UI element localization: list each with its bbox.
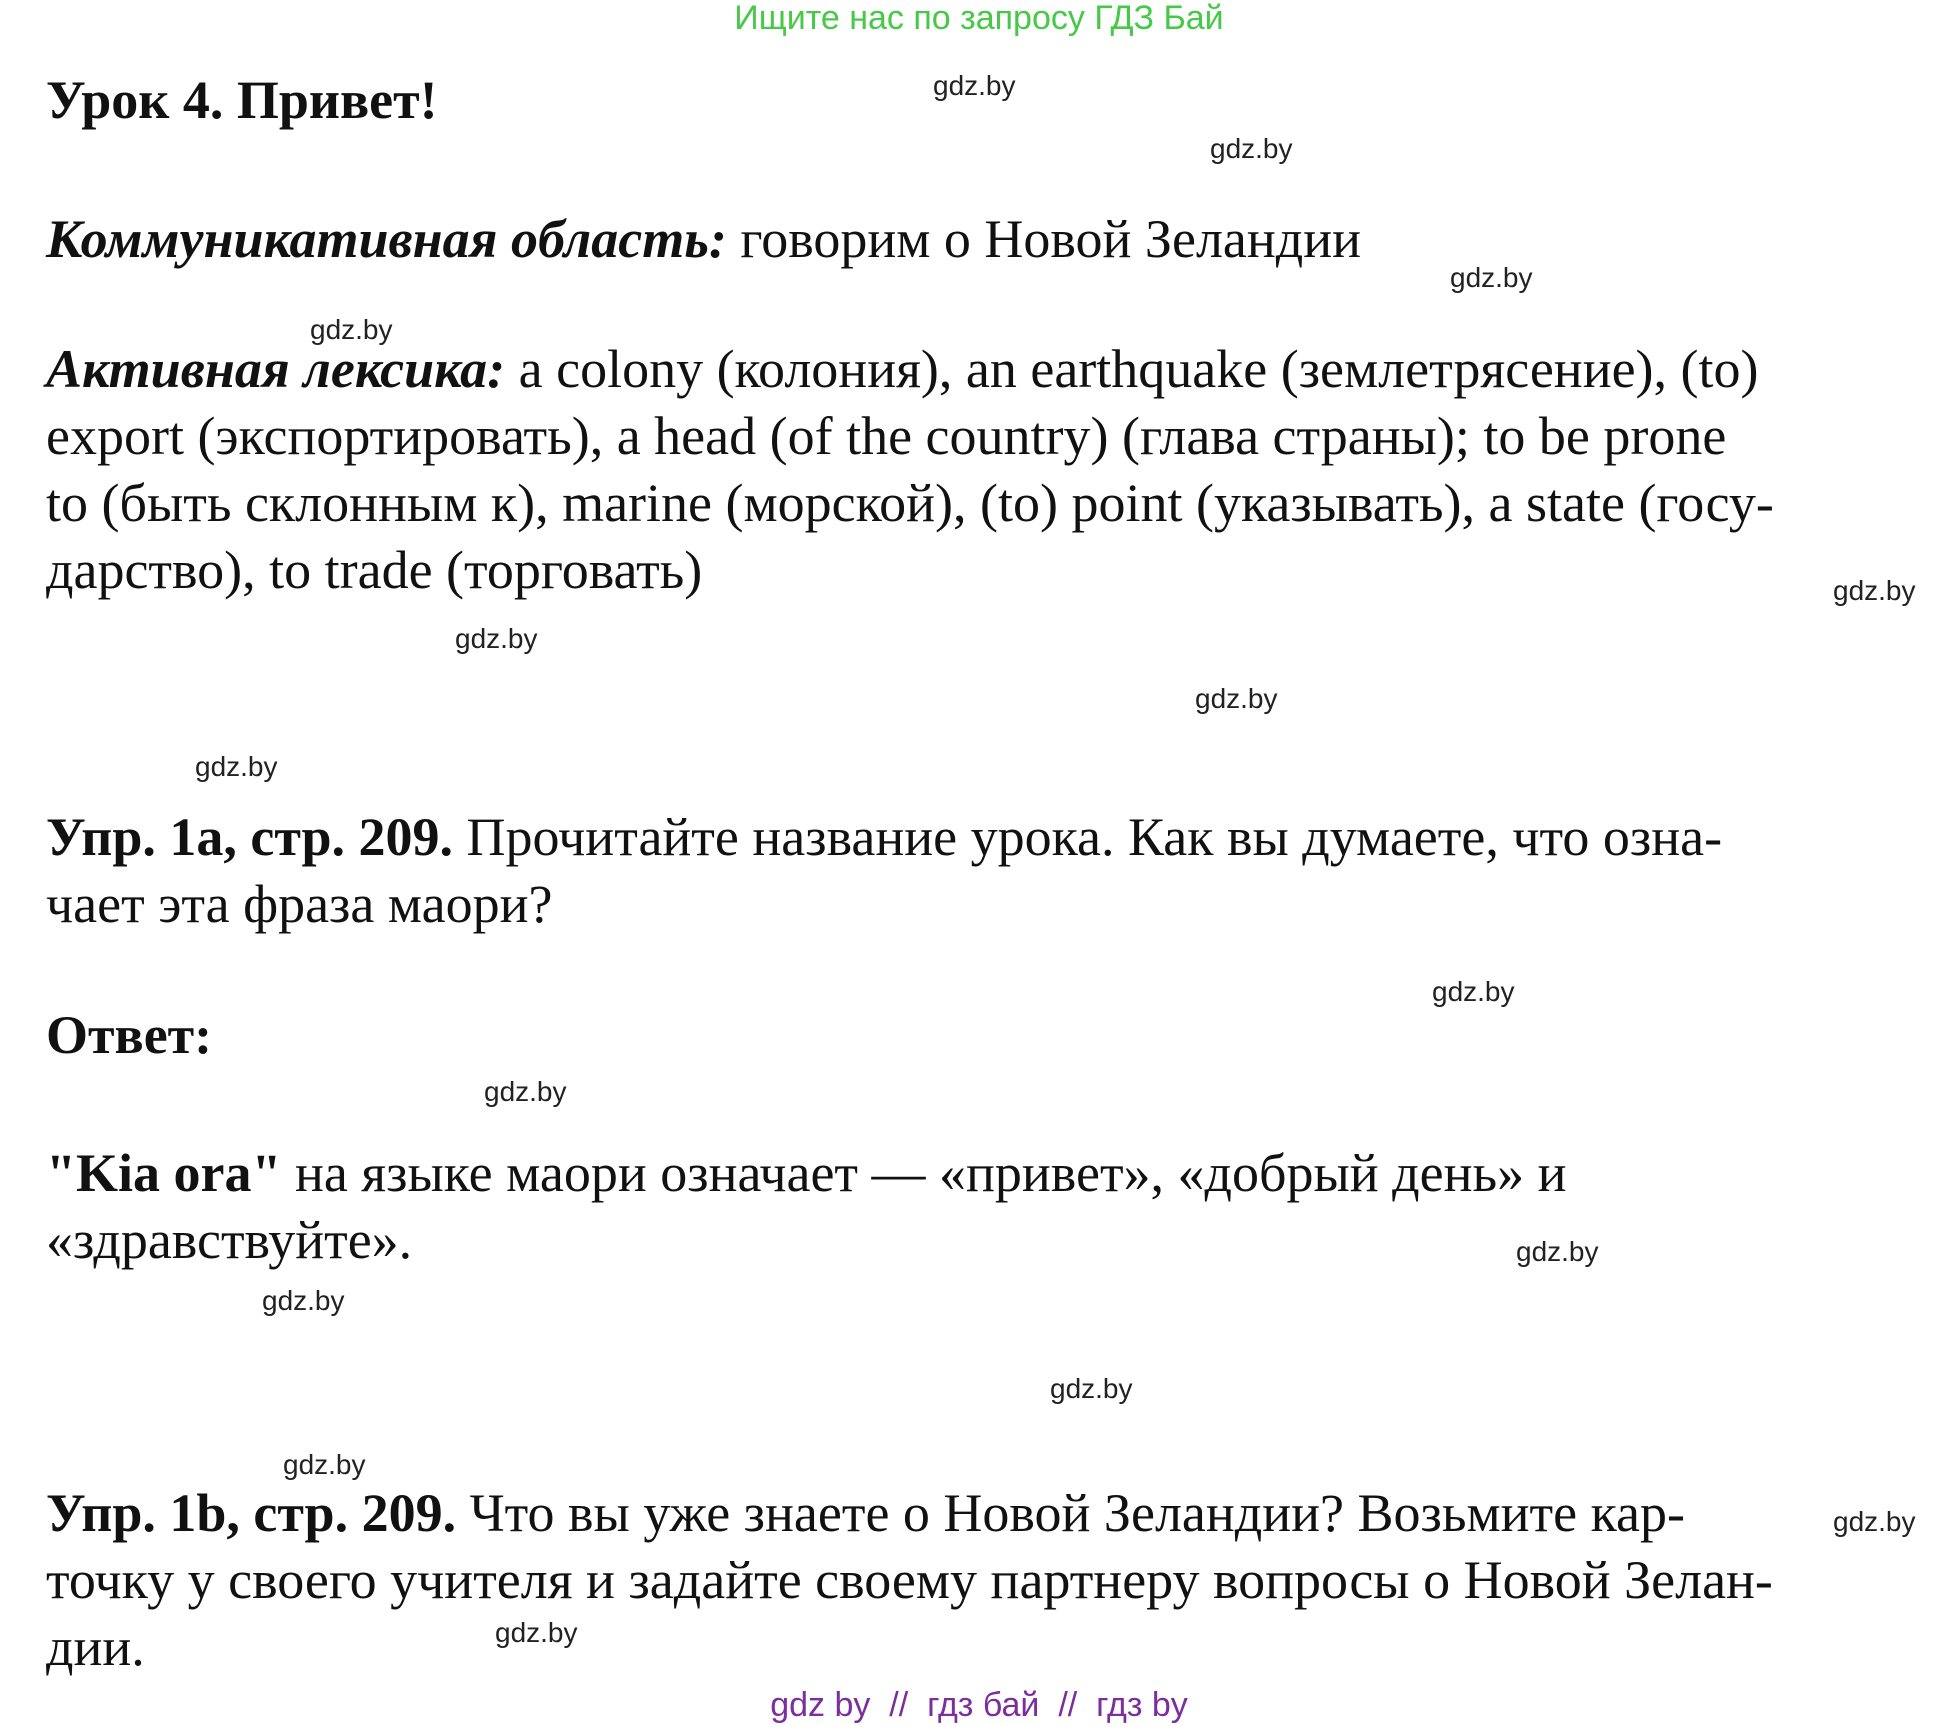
watermark: gdz.by xyxy=(1210,133,1293,164)
watermark: gdz.by xyxy=(455,623,538,654)
vocabulary-line-1: a colony (колония), an earthquake (землетрясение), (to) xyxy=(505,339,1759,399)
watermark: gdz.by xyxy=(1516,1236,1599,1267)
vocabulary-label: Активная лексика: xyxy=(46,339,506,399)
footer-links: gdz by // гдз бай // гдз by xyxy=(770,1686,1188,1724)
exercise-1b xyxy=(46,1480,1936,1681)
answer-phrase: "Kia ora" xyxy=(46,1143,282,1203)
watermark: gdz.by xyxy=(283,1449,366,1480)
exercise-1b-label: Упр. 1b, стр. 209. xyxy=(46,1483,457,1543)
vocabulary-line-2: export (экспортировать), a head (of the country) (глава страны); to be prone xyxy=(46,406,1727,466)
active-vocabulary xyxy=(46,336,1936,604)
vocabulary-line-4: дарство), to trade (торговать) xyxy=(46,540,703,600)
vocabulary-line-3: to (быть склонным к), marine (морской), (to) point (указывать), a state (госу- xyxy=(46,473,1774,533)
answer-label: Ответ: xyxy=(46,1005,213,1065)
communicative-area xyxy=(46,206,1936,273)
exercise-1a-label: Упр. 1a, стр. 209. xyxy=(46,807,454,867)
exercise-1a-line-1: Прочитайте название урока. Как вы думаете, что озна- xyxy=(453,807,1723,867)
answer-line-1: на языке маори означает — «привет», «добрый день» и xyxy=(281,1143,1567,1203)
watermark: gdz.by xyxy=(1050,1373,1133,1404)
watermark: gdz.by xyxy=(1432,976,1515,1007)
exercise-1a xyxy=(46,804,1936,938)
watermark: gdz.by xyxy=(1833,1506,1916,1537)
exercise-1b-line-1: Что вы уже знаете о Новой Зеландии? Возьмите кар- xyxy=(456,1483,1685,1543)
exercise-1b-line-2: точку у своего учителя и задайте своему партнеру вопросы о Новой Зелан- xyxy=(46,1550,1773,1610)
communicative-text: говорим о Новой Зеландии xyxy=(726,209,1362,269)
watermark: gdz.by xyxy=(484,1076,567,1107)
answer-heading xyxy=(46,1002,1936,1069)
lesson-title: Урок 4. Привет! xyxy=(46,70,438,130)
watermark: gdz.by xyxy=(1833,575,1916,606)
communicative-label: Коммуникативная область: xyxy=(46,209,727,269)
search-banner: Ищите нас по запросу ГДЗ Бай xyxy=(734,0,1224,37)
watermark: gdz.by xyxy=(1195,683,1278,714)
watermark: gdz.by xyxy=(310,314,393,345)
watermark: gdz.by xyxy=(1450,262,1533,293)
watermark: gdz.by xyxy=(495,1617,578,1648)
watermark: gdz.by xyxy=(262,1285,345,1316)
exercise-1a-line-2: чает эта фраза маори? xyxy=(46,874,553,934)
watermark: gdz.by xyxy=(933,70,1016,101)
watermark: gdz.by xyxy=(195,751,278,782)
answer-line-2: «здравствуйте». xyxy=(46,1210,413,1270)
answer-text xyxy=(46,1140,1936,1274)
exercise-1b-line-3: дии. xyxy=(46,1617,145,1677)
